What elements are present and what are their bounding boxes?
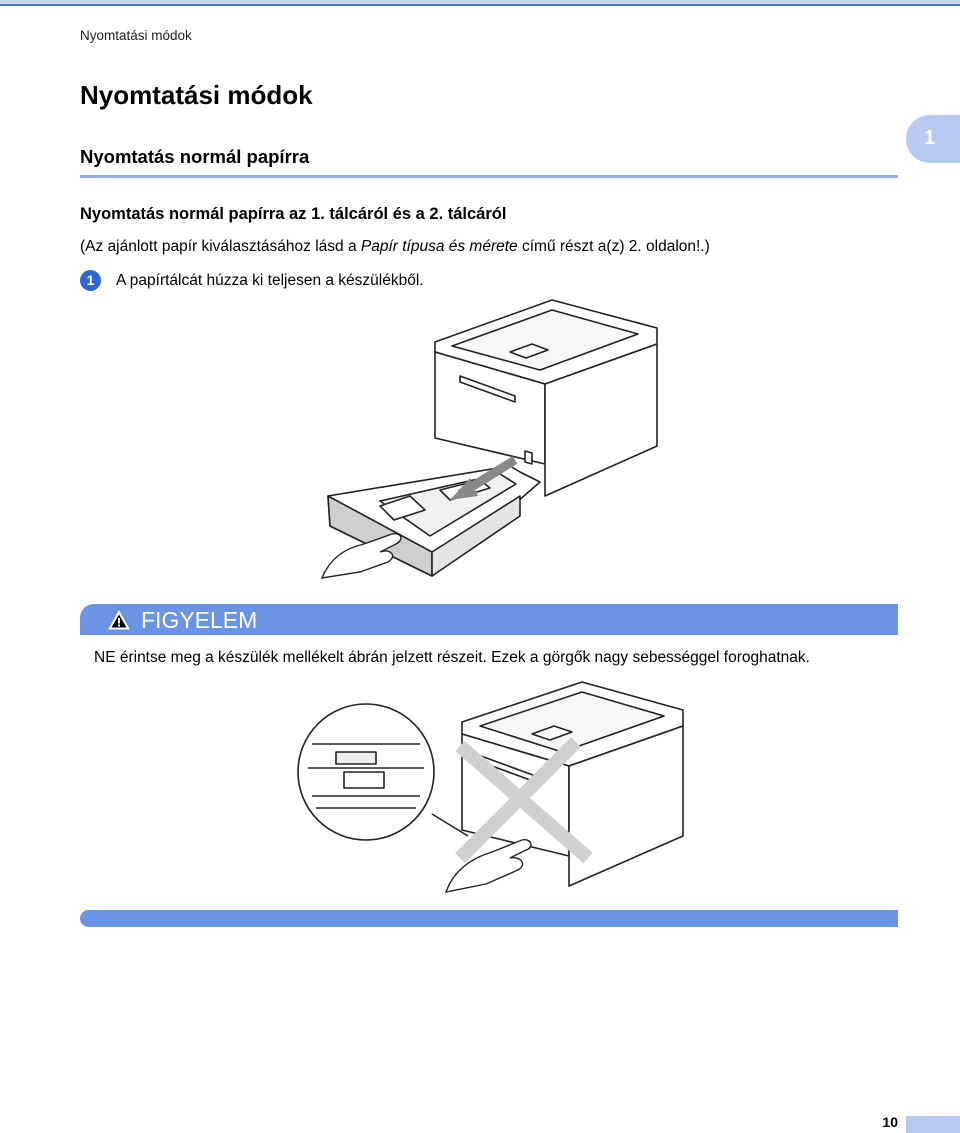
- bottom-rule: [80, 910, 898, 927]
- printer-tray-illustration: [320, 296, 670, 586]
- caution-bar: [80, 604, 898, 635]
- step-marker: 1: [80, 270, 101, 291]
- section-rule: [80, 175, 898, 178]
- caution-label: FIGYELEM: [141, 607, 258, 633]
- subsection-title: Nyomtatás normál papírra az 1. tálcáról és a 2. tálcáról: [80, 205, 507, 223]
- chapter-tab: [906, 115, 960, 163]
- section-title: Nyomtatás normál papírra: [80, 146, 310, 167]
- intro-link[interactable]: Papír típusa és mérete: [360, 238, 518, 255]
- intro-before: (Az ajánlott papír kiválasztásához lásd a: [80, 238, 361, 255]
- chapter-tab-number: 1: [924, 127, 936, 149]
- roller-warning-illustration: [296, 680, 691, 895]
- step-text: A papírtálcát húzza ki teljesen a készülékből.: [116, 272, 424, 289]
- page-title: Nyomtatási módok: [80, 80, 313, 110]
- top-rule: [0, 0, 960, 6]
- page-number: 10: [882, 1114, 898, 1130]
- running-header: Nyomtatási módok: [80, 28, 192, 43]
- caution-text: NE érintse meg a készülék mellékelt ábrán jelzett részeit. Ezek a görgők nagy sebességgel foroghatnak.: [94, 649, 810, 666]
- page-number-tab: [906, 1116, 960, 1133]
- intro-paragraph: [80, 238, 710, 256]
- intro-after: című részt a(z) 2. oldalon!.): [517, 238, 710, 255]
- warning-triangle-icon: [108, 610, 130, 630]
